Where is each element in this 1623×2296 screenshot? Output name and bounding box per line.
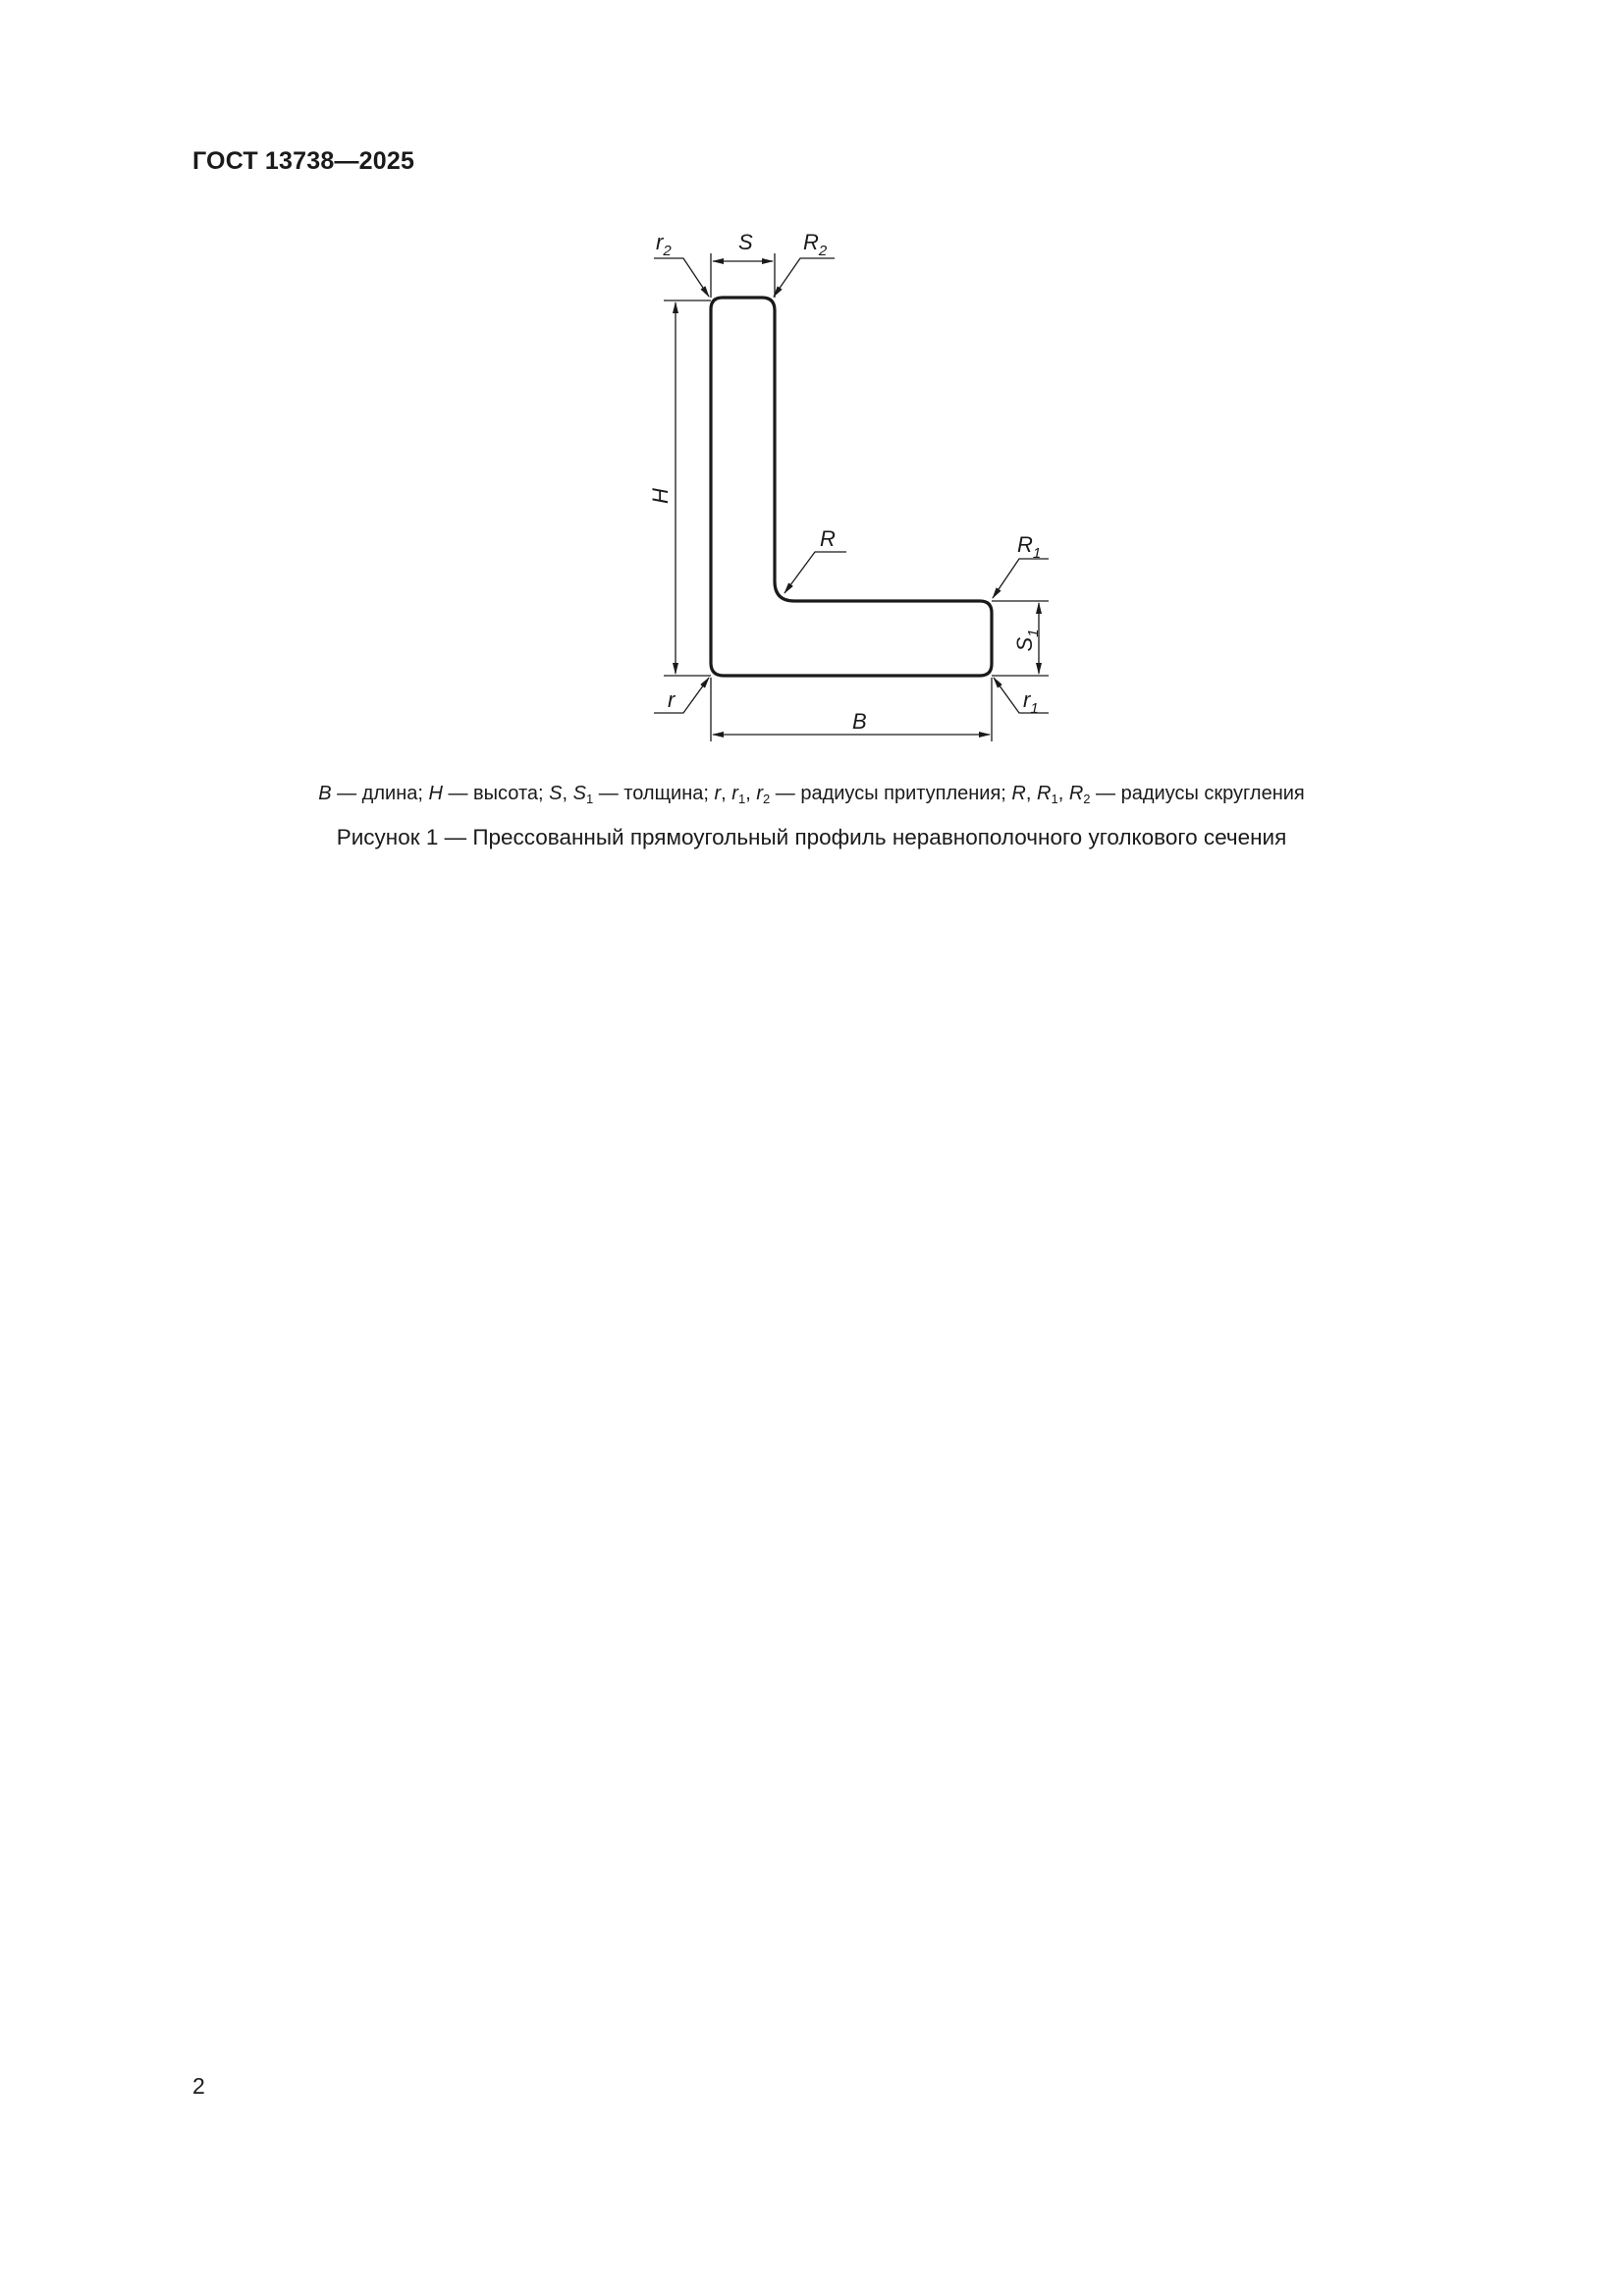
leader-r1 [994, 678, 1049, 713]
angle-profile-figure [0, 0, 1623, 786]
page-number: 2 [192, 2073, 205, 2099]
dimension-s [711, 253, 775, 298]
label-r1: $r_1$ [1023, 687, 1039, 717]
profile-outline [711, 298, 992, 676]
figure-caption: Рисунок 1 — Прессованный прямоугольный профиль неравнополочного уголкового сечения [336, 825, 1287, 849]
label-R: R [820, 526, 836, 551]
document-header: ГОСТ 13738—2025 [192, 147, 415, 175]
label-R1: $R_1$ [1017, 532, 1042, 562]
dimension-b [711, 678, 992, 741]
label-s: S [738, 230, 753, 254]
label-R2: $R_2$ [803, 230, 828, 259]
svg-text:H: H [648, 488, 673, 504]
leader-R [784, 552, 846, 593]
label-b: B [852, 709, 867, 734]
leader-R1 [993, 559, 1049, 598]
label-h [648, 488, 673, 504]
leader-r [654, 678, 709, 713]
leader-r2-upper [774, 258, 835, 297]
label-r: r [668, 687, 676, 712]
label-s1 [1012, 629, 1042, 651]
dimension-h [664, 301, 711, 676]
leader-r2 [654, 258, 709, 297]
figure-legend: B — длина; H — высота; S, $S_1$ — толщина; r, $r_1$, $r_2$ — радиусы притупления; R, $R_1$, $R_2$ — радиусы скругления [318, 783, 1305, 806]
svg-text:S1: $S_1$ [1012, 629, 1042, 652]
label-r2: $r_2$ [656, 230, 672, 259]
